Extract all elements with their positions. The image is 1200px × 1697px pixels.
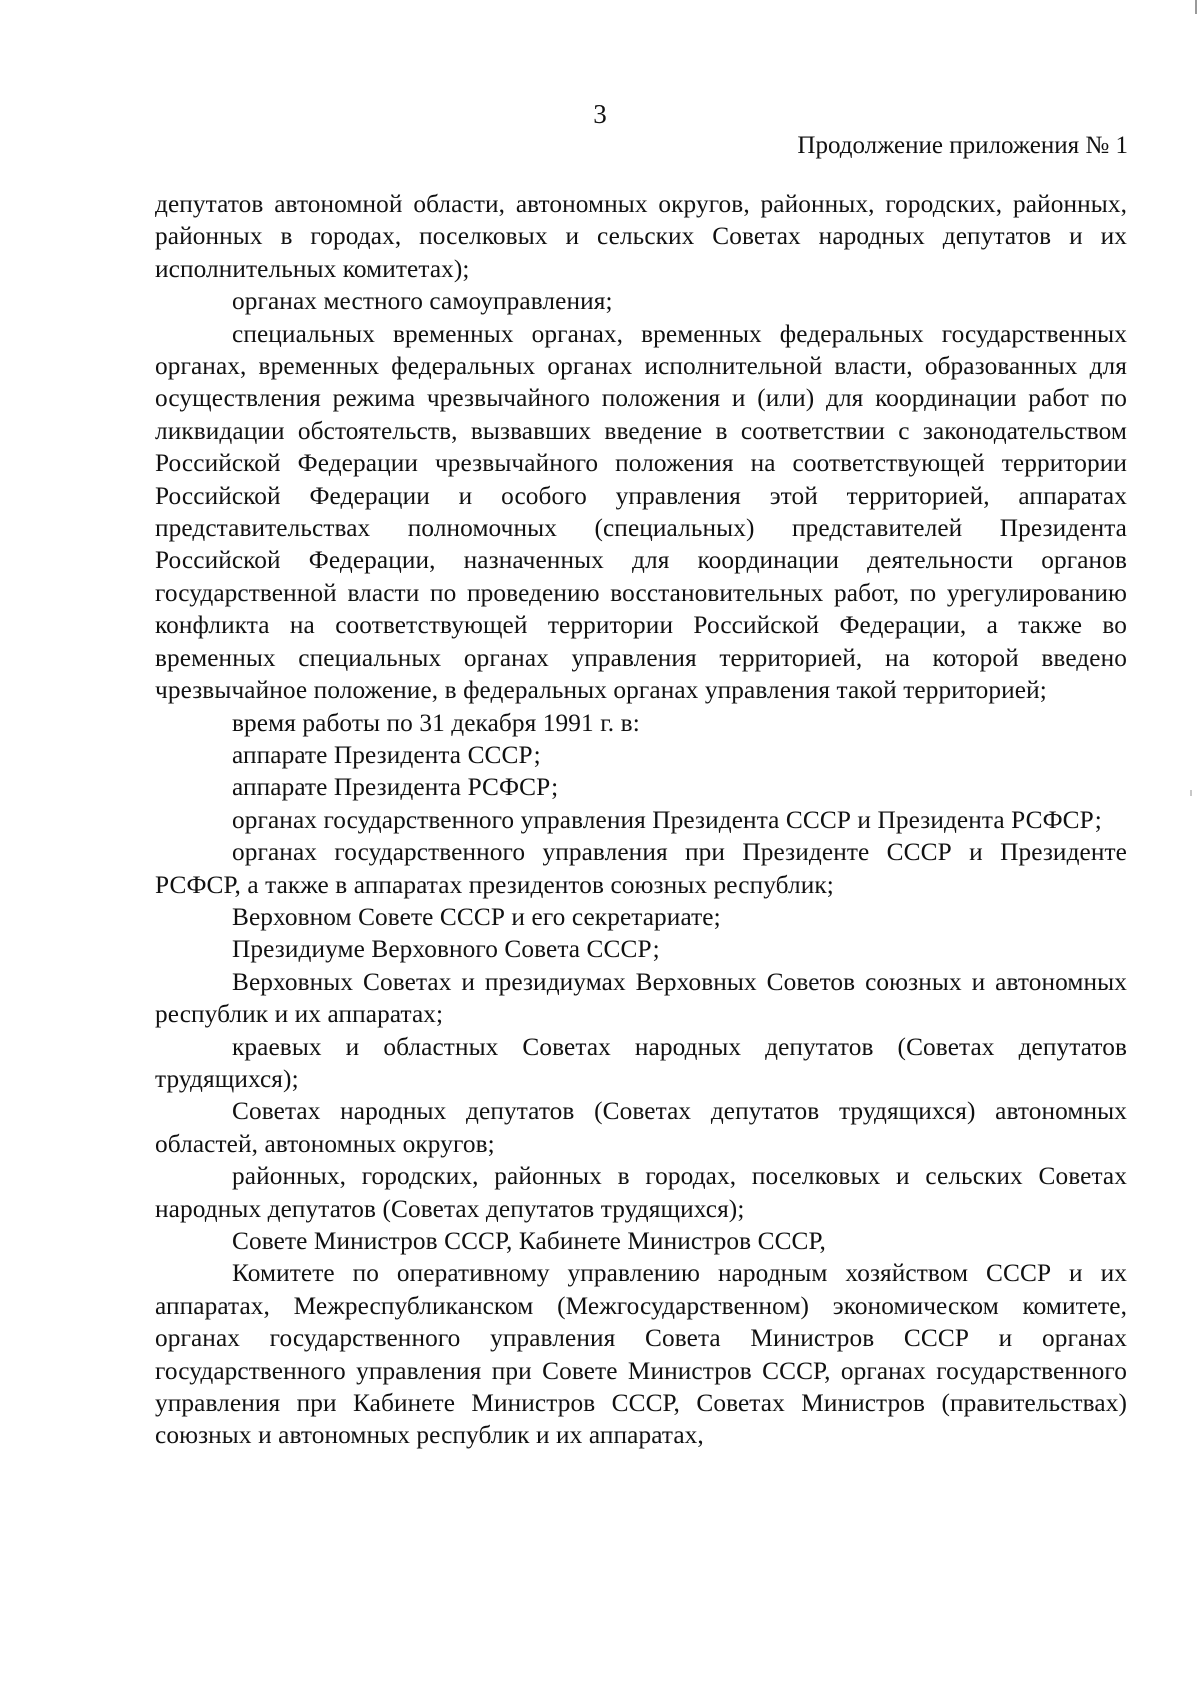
paragraph: аппарате Президента РСФСР; <box>232 773 559 802</box>
scan-edge-mark <box>1195 0 1197 14</box>
paragraph: аппарате Президента СССР; <box>232 740 541 769</box>
paragraph: Совете Министров СССР, Кабинете Министров СССР, <box>232 1227 826 1255</box>
scan-speck <box>1190 790 1192 796</box>
paragraph: Верховном Совете СССР и его секретариате; <box>232 902 721 931</box>
paragraph: депутатов автономной области, автономных округов, районных, городских, районных, районных в городах, поселковых и сельских Советах народных депутатов и их исполнительных комитетах); <box>155 190 1127 283</box>
paragraph: органах местного самоуправления; <box>232 287 613 316</box>
paragraph: Верховных Советах и президиумах Верховных Советов союзных и автономных республик и их аппаратах; <box>155 967 1127 1029</box>
paragraph: органах государственного управления Президента СССР и Президента РСФСР; <box>232 805 1102 834</box>
paragraph: органах государственного управления при Президенте СССР и Президенте РСФСР, а также в аппаратах президентов союзных республик; <box>155 838 1127 899</box>
paragraph: Президиуме Верховного Совета СССР; <box>232 935 660 964</box>
paragraph: время работы по 31 декабря 1991 г. в: <box>232 708 640 737</box>
paragraph: краевых и областных Советах народных депутатов (Советах депутатов трудящихся); <box>155 1032 1127 1093</box>
paragraph: Комитете по оперативному управлению народным хозяйством СССР и их аппаратах, Межреспубликанском (Межгосударственном) экономическом комитете, органах государственного управления Совета Министров СССР и органах государственного управления при Совете Министров СССР, органах государственного управления при Кабинете Министров СССР, Советах Министров (правительствах) союзных и автономных республик и их аппаратах, <box>155 1259 1127 1450</box>
paragraph: Советах народных депутатов (Советах депутатов трудящихся) автономных областей, автономных округов; <box>155 1097 1127 1158</box>
page-number: 3 <box>593 99 607 129</box>
paragraph: районных, городских, районных в городах, поселковых и сельских Советах народных депутатов (Советах депутатов трудящихся); <box>155 1162 1127 1223</box>
appendix-continuation-header: Продолжение приложения № 1 <box>797 132 1128 159</box>
paragraph: специальных временных органах, временных федеральных государственных органах, временных федеральных органах исполнительной власти, образованных для осуществления режима чрезвычайного положения и (или) для координации работ по ликвидации обстоятельств, вызвавших введение в соответствии с законодательством Российской Федерации чрезвычайного положения на соответствующей территории Российской Федерации и особого управления этой территорией, аппаратах представительствах полномочных (специальных) представителей Президента Российской Федерации, назначенных для координации деятельности органов государственной власти по проведению восстановительных работ, по урегулированию конфликта на соответствующей территории Российской Федерации, а также во временных специальных органах управления территорией, на которой введено чрезвычайное положение, в федеральных органах управления такой территорией; <box>155 319 1127 705</box>
document-body <box>155 188 1127 1452</box>
